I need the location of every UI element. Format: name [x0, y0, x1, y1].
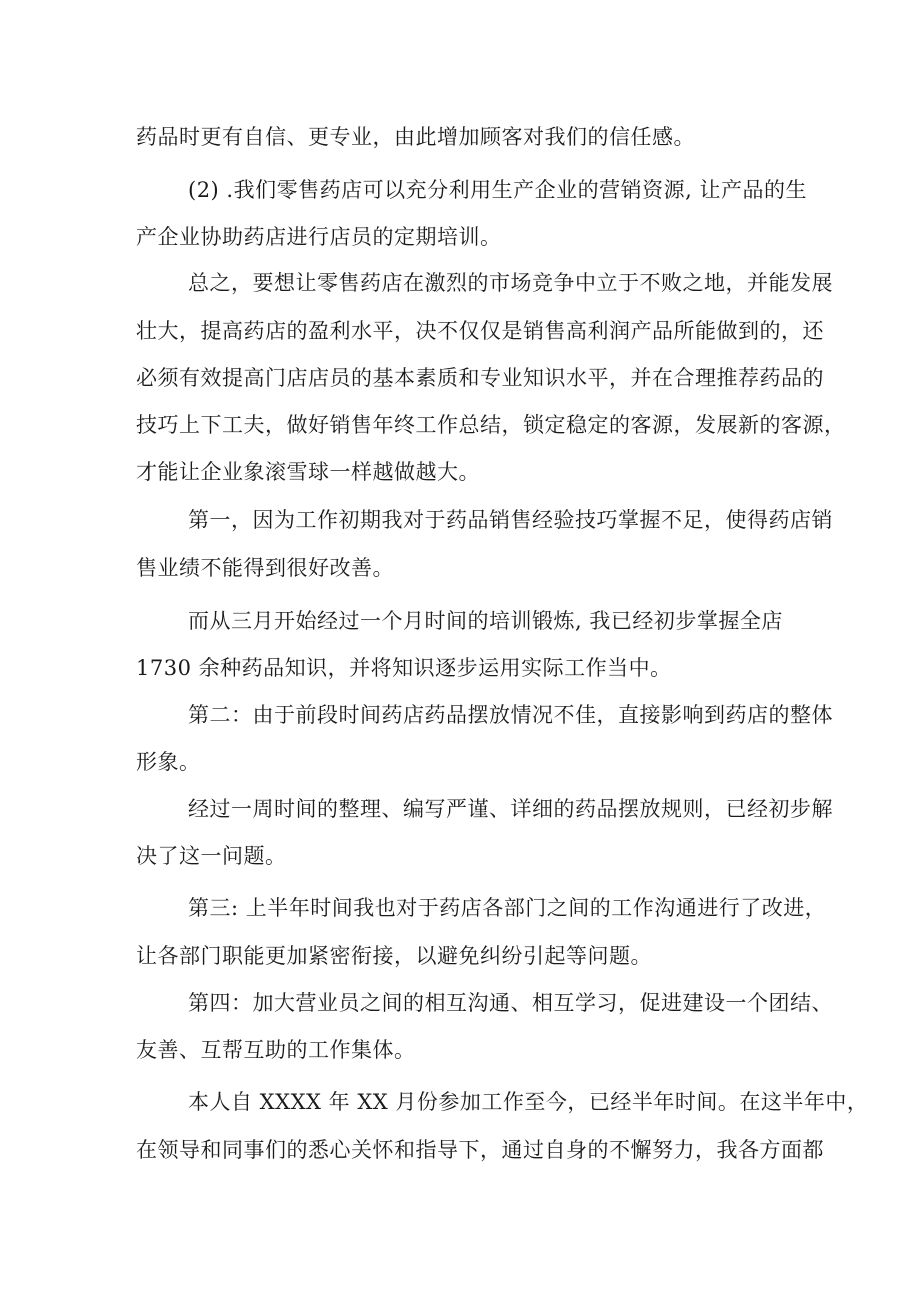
text-line: 形象。: [136, 750, 201, 774]
text-line: 在领导和同事们的悉心关怀和指导下，通过自身的不懈努力，我各方面都: [136, 1138, 824, 1162]
text-line: 药品时更有自信、更专业，由此增加顾客对我们的信任感。: [136, 125, 695, 149]
text-line: 友善、互帮互助的工作集体。: [136, 1038, 416, 1062]
text-line: 1730 余种药品知识，并将知识逐步运用实际工作当中。: [136, 656, 672, 680]
text-line: 第一，因为工作初期我对于药品销售经验技巧掌握不足，使得药店销: [188, 508, 833, 532]
text-line: 第三: 上半年时间我也对于药店各部门之间的工作沟通进行了改进，: [188, 896, 827, 920]
text-line: 而从三月开始经过一个月时间的培训锻炼, 我已经初步掌握全店: [188, 609, 783, 633]
text-line: 技巧上下工夫，做好销售年终工作总结，锁定稳定的客源，发展新的客源，: [136, 413, 846, 437]
text-line: 售业绩不能得到很好改善。: [136, 556, 394, 580]
text-line: (2) .我们零售药店可以充分利用生产企业的营销资源, 让产品的生: [188, 178, 807, 202]
text-line: 让各部门职能更加紧密衔接，以避免纠纷引起等问题。: [136, 944, 652, 968]
text-line: 必须有效提高门店店员的基本素质和专业知识水平，并在合理推荐药品的: [136, 366, 824, 390]
text-line: 第四：加大营业员之间的相互沟通、相互学习，促进建设一个团结、: [188, 991, 833, 1015]
text-line: 第二：由于前段时间药店药品摆放情况不佳，直接影响到药店的整体: [188, 703, 833, 727]
text-line: 本人自 XXXX 年 XX 月份参加工作至今，已经半年时间。在这半年中，: [188, 1090, 869, 1114]
text-line: 壮大，提高药店的盈利水平，决不仅仅是销售高利润产品所能做到的，还: [136, 319, 824, 343]
text-line: 总之，要想让零售药店在激烈的市场竞争中立于不败之地，并能发展: [188, 271, 833, 295]
text-line: 才能让企业象滚雪球一样越做越大。: [136, 460, 480, 484]
text-line: 产企业协助药店进行店员的定期培训。: [136, 225, 502, 249]
text-line: 决了这一问题。: [136, 844, 287, 868]
text-line: 经过一周时间的整理、编写严谨、详细的药品摆放规则，已经初步解: [188, 797, 833, 821]
